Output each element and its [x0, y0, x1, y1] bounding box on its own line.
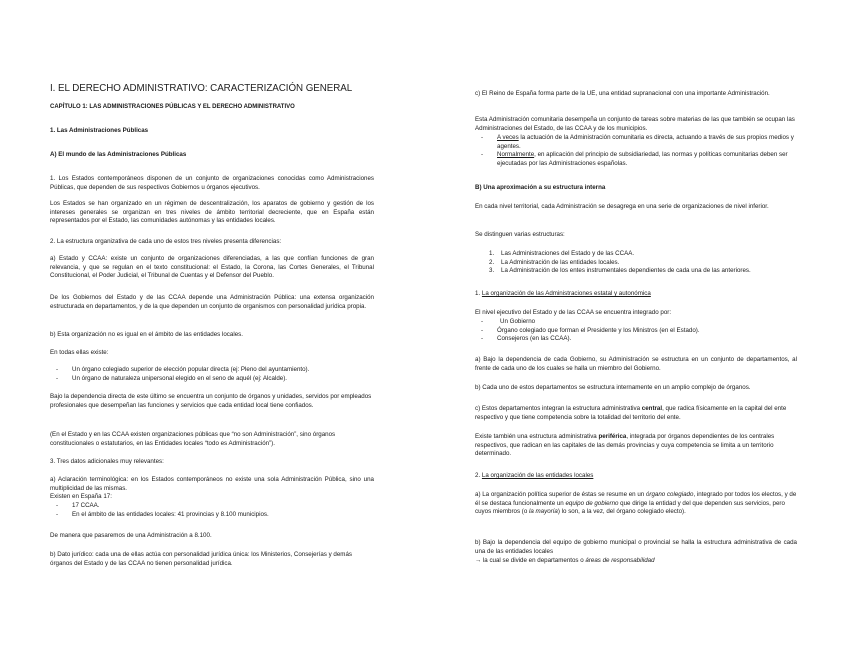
paragraph — [475, 491, 797, 517]
text-run: a) La organización política superior de éstas se resume en un — [475, 491, 646, 498]
list-item: - En el ámbito de las entidades locales: 41 provincias y 8.100 municipios. — [50, 511, 374, 520]
paragraph: Existen en España 17: — [50, 493, 112, 500]
list-item — [475, 267, 797, 276]
chapter-heading: CAPÍTULO 1: LAS ADMINISTRACIONES PÚBLICAS Y EL DERECHO ADMINISTRATIVO — [50, 104, 295, 110]
paragraph: b) Dato jurídico: cada una de ellas actúa con personalidad jurídica única: los Ministerios, Consejerías y demás órganos del Estado y de las CCAA no tienen personalidad jurídica. — [50, 551, 352, 567]
bullet-list — [475, 134, 797, 168]
paragraph: 2. La estructura organizativa de cada uno de estos tres niveles presenta diferencias: — [50, 238, 282, 245]
paragraph: En cada nivel territorial, cada Administración se desagrega en una serie de organizaciones de nivel inferior. — [475, 203, 769, 210]
list-item: - Un órgano colegiado superior de elección popular directa (ej: Pleno del ayuntamiento). — [50, 366, 374, 375]
heading-text: La organización de las Administraciones estatal y autonómica — [481, 290, 651, 297]
paragraph: Esta Administración comunitaria desempeña un conjunto de tareas sobre materias de las que también se ocupan las Administraciones del Estado, de las CCAA y de los municipios. — [475, 116, 795, 132]
paragraph — [475, 405, 797, 422]
paragraph: a) Estado y CCAA: existe un conjunto de organizaciones diferenciadas, a las que confían funciones de gran relevancia, y que se regulan en el texto constitucional: el Estado, la Corona, las Cortes Generales, el Tribunal Constitucional, el Poder Judicial, el Tribunal de Cuentas y el Defensor del Pueblo. — [50, 255, 374, 280]
subsection-heading: B) Una aproximación a su estructura interna — [475, 184, 606, 191]
italic-term: órgano colegiado — [645, 491, 694, 498]
list-item-text: Un Gobierno — [500, 318, 536, 325]
text-run: , que radica físicamente en la capital del ente respectivo y que tiene competencia sobre la totalidad del territorio del ente. — [475, 405, 787, 421]
text-run: , integrado por todos los electos, y de él se destaca funcionalmente un — [475, 491, 797, 507]
italic-term: áreas de responsabilidad — [585, 557, 655, 564]
list-item — [475, 134, 797, 151]
paragraph: De manera que pasaremos de una Administración a 8.100. — [50, 532, 212, 539]
italic-term: la mayoría — [528, 508, 558, 516]
subsection-heading: A) El mundo de las Administraciones Públicas — [50, 151, 187, 158]
paragraph: 1. Los Estados contemporáneos disponen de un conjunto de organizaciones conocidas como Administraciones Públicas, que dependen de sus respectivos Gobiernos u órganos ejecutivos. — [50, 175, 374, 191]
paragraph: En todas ellas existe: — [50, 349, 109, 356]
text-run: que dirige la entidad y del que dependen sus servicios, pero cuyos miembros (o — [475, 499, 785, 516]
list-item: - 17 CCAA. — [50, 502, 374, 511]
paragraph: 3. Tres datos adicionales muy relevantes: — [50, 458, 164, 465]
text-run: Existe también una estructura administrativa — [475, 433, 599, 440]
text-run: c) Estos departamentos integran la estructura administrativa — [475, 405, 642, 412]
paragraph: b) Esta organización no es igual en el ámbito de las entidades locales. — [50, 331, 243, 338]
paragraph: a) Aclaración terminológica: en los Estados contemporáneos no existe una sola Administración Pública, sino una multiplicidad de las mismas. — [50, 476, 374, 492]
italic-term: equipo de gobierno — [565, 499, 619, 507]
list-number: 2. — [489, 258, 495, 266]
emphasis-text: A veces — [497, 134, 519, 141]
list-number: 1. — [489, 250, 495, 257]
list-item-text: la actuación de la Administración comunitaria es directa, actuando a través de sus propios medios y agentes. — [497, 134, 794, 150]
list-item — [475, 151, 797, 168]
paragraph — [475, 557, 797, 566]
bold-term: central — [641, 405, 663, 412]
page-title: I. EL DERECHO ADMINISTRATIVO: CARACTERIZACIÓN GENERAL — [50, 83, 353, 94]
section-heading: 1. Las Administraciones Públicas — [50, 127, 149, 134]
paragraph: Los Estados se han organizado en un régimen de descentralización, los aparatos de gobierno y gestión de los intereses generales se organizan en tres niveles de ámbito territorial decreciente, que en España están representados por el Estado, las comunidades autónomas y las entidades locales. — [50, 200, 374, 225]
bullet-list — [475, 318, 797, 344]
list-item-text: Las Administraciones del Estado y de las CCAA. — [501, 250, 635, 257]
list-item-text: , en aplicación del principio de subsidiariedad, las normas y políticas comunitarias deben ser ejecutadas por las Administraciones españolas. — [497, 151, 788, 167]
paragraph: Bajo la dependencia directa de este último se encuentra un conjunto de órganos y unidades, servidos por empleados profesionales que desempeñan las funciones y servicios que cada entidad local tiene confiados. — [50, 393, 372, 409]
text-run: ) lo son, a la vez, del órgano colegiado electo). — [557, 508, 686, 516]
paragraph: Se distinguen varias estructuras: — [475, 231, 565, 238]
text-run: → la cual se divide en departamentos o — [475, 557, 586, 564]
list-number: 3. — [489, 267, 495, 275]
list-item: - Órgano colegiado que forman el Presidente y los Ministros (en el Estado). — [475, 327, 797, 336]
list-item-text: La Administración de los entes instrumentales dependientes de cada una de las anteriores. — [501, 267, 751, 275]
bullet-list — [50, 502, 374, 519]
list-item — [475, 318, 797, 327]
heading-text: La organización de las entidades locales — [481, 472, 594, 479]
bold-term: periférica — [598, 433, 627, 440]
list-item: - Un órgano de naturaleza unipersonal elegido en el seno de aquél (ej: Alcalde). — [50, 375, 374, 384]
paragraph: El nivel ejecutivo del Estado y de las CCAA se encuentra integrado por: — [475, 309, 672, 316]
paragraph: (En el Estado y en las CCAA existen organizaciones públicas que “no son Administración”, sino órganos constitucionales o estatutarios, en las Entidades locales “todo es Administración”). — [50, 431, 336, 447]
paragraph: a) Bajo la dependencia de cada Gobierno, su Administración se estructura en un conjunto de departamentos, al frente de cada uno de los cuales se halla un miembro del Gobierno. — [475, 356, 797, 372]
list-item-text: La Administración de las entidades locales. — [501, 258, 620, 266]
paragraph: De los Gobiernos del Estado y de las CCAA depende una Administración Pública: una extensa organización estructurada en departamentos, y de la que dependen un conjunto de organismos con personalidad jurídica propia. — [50, 294, 374, 310]
paragraph: b) Bajo la dependencia del equipo de gobierno municipal o provincial se halla la estructura administrativa de cada una de las entidades locales — [475, 539, 797, 555]
emphasis-text: Normalmente — [497, 151, 535, 159]
list-item — [475, 250, 797, 259]
list-item — [475, 259, 797, 268]
heading-number: 2. — [475, 472, 481, 479]
paragraph — [475, 433, 797, 459]
text-run: , integrada por órganos dependientes de los centrales respectivos, que radican en las capitales de las demás provincias y cuya competencia se limita a un territorio determinado. — [475, 433, 775, 458]
bullet-list — [50, 366, 374, 383]
section-heading — [475, 472, 593, 481]
section-heading — [475, 290, 651, 299]
heading-number: 1. — [475, 290, 481, 297]
list-item: - Consejeros (en las CCAA). — [475, 335, 797, 344]
paragraph: c) El Reino de España forma parte de la UE, una entidad supranacional con una importante Administración. — [475, 90, 770, 97]
paragraph: b) Cada uno de estos departamentos se estructura internamente en un amplio complejo de órganos. — [475, 384, 751, 391]
numbered-list — [475, 250, 797, 276]
